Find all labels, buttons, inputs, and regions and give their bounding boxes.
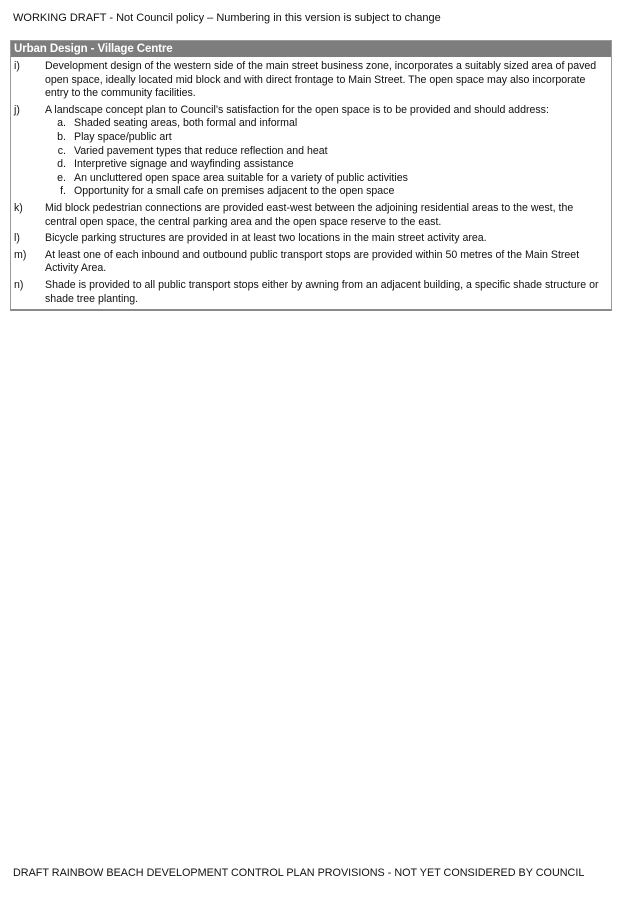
- sub-item-text: Opportunity for a small cafe on premises adjacent to the open space: [74, 185, 395, 198]
- sub-item-label: a.: [57, 117, 66, 130]
- sub-item: [45, 185, 607, 199]
- sub-item-label: d.: [57, 158, 66, 171]
- provision-item-l: [11, 232, 607, 246]
- sub-item-text: Varied pavement types that reduce reflection and heat: [74, 144, 328, 157]
- provision-item-m: [11, 249, 607, 276]
- sub-item-list: [45, 117, 607, 199]
- sub-item: [45, 117, 607, 131]
- provision-item-k: [11, 202, 607, 229]
- sub-item-text: Play space/public art: [74, 130, 172, 143]
- provisions-list: [11, 57, 611, 309]
- sub-item-text: Interpretive signage and wayfinding assistance: [74, 158, 294, 171]
- item-text: A landscape concept plan to Council’s satisfaction for the open space is to be provided and should address:: [45, 103, 549, 116]
- sub-item-label: e.: [57, 171, 66, 184]
- sub-item: [45, 158, 607, 172]
- item-text: Bicycle parking structures are provided in at least two locations in the main street activity area.: [45, 232, 487, 245]
- item-label: j): [14, 103, 20, 116]
- sub-item-text: An uncluttered open space area suitable for a variety of public activities: [74, 171, 408, 184]
- provision-item-i: [11, 60, 607, 101]
- provision-item-n: [11, 279, 607, 306]
- provision-item-j: [11, 104, 607, 199]
- item-text: Shade is provided to all public transport stops either by awning from an adjacent building, a specific shade structure or shade tree planting.: [45, 278, 599, 305]
- sub-item-label: c.: [57, 144, 66, 157]
- item-text: Development design of the western side of the main street business zone, incorporates a suitably sized area of paved open space, ideally located mid block and with direct frontage to Main Street. The open space may also incorporate entry to the community facilities.: [45, 60, 597, 100]
- sub-item-label: f.: [60, 185, 66, 198]
- item-label: m): [14, 248, 27, 261]
- header-note: WORKING DRAFT - Not Council policy – Numbering in this version is subject to change: [13, 12, 441, 24]
- footer-note: DRAFT RAINBOW BEACH DEVELOPMENT CONTROL PLAN PROVISIONS - NOT YET CONSIDERED BY COUNCIL: [13, 867, 585, 879]
- provisions-table: [10, 40, 612, 311]
- section-title: Urban Design - Village Centre: [11, 41, 611, 57]
- item-label: i): [14, 60, 20, 72]
- sub-item: [45, 172, 607, 186]
- item-content: [45, 104, 607, 199]
- sub-item: [45, 145, 607, 159]
- sub-item: [45, 131, 607, 145]
- item-text: Mid block pedestrian connections are provided east-west between the adjoining residential areas to the west, the central open space, the central parking area and the open space reserve to the east.: [45, 201, 574, 228]
- item-label: l): [14, 232, 20, 245]
- item-label: n): [14, 278, 24, 291]
- sub-item-label: b.: [57, 130, 66, 143]
- sub-item-text: Shaded seating areas, both formal and informal: [74, 117, 298, 130]
- item-label: k): [14, 201, 23, 214]
- item-text: At least one of each inbound and outbound public transport stops are provided within 50 metres of the Main Street Activity Area.: [45, 248, 580, 275]
